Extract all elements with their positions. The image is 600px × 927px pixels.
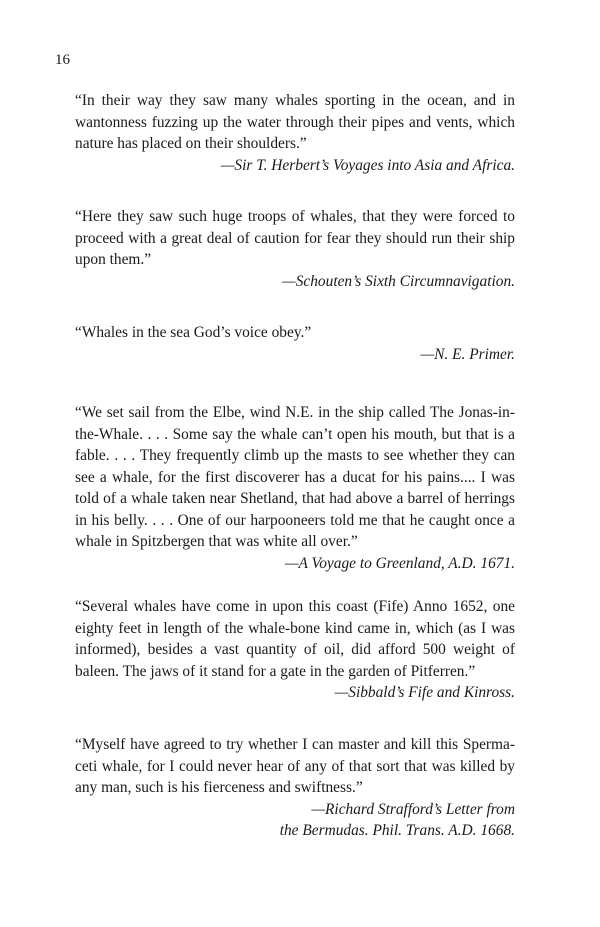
- extract-attribution: —Schouten’s Sixth Circumnavigation.: [282, 272, 515, 290]
- extract-attribution: —A Voyage to Greenland, A.D. 1671.: [284, 554, 515, 572]
- extract-quote: “Several whales have come in upon this coast (Fife) Anno 1652, one eighty feet in length of the whale-bone kind came in, which (as I was informed), besides a vast quantity of oil, did afford 500 weight of baleen. The jaws of it stand for a gate in the garden of Pitferren.”: [75, 598, 515, 680]
- extract-attribution: the Bermudas. Phil. Trans. A.D. 1668.: [279, 822, 515, 839]
- extract-2: [75, 206, 515, 292]
- extract-attribution: —Sibbald’s Fife and Kinross.: [334, 684, 515, 701]
- extract-quote: “Whales in the sea God’s voice obey.”: [75, 324, 312, 341]
- extract-3: [75, 322, 515, 365]
- extract-quote: “Myself have agreed to try whether I can master and kill this Spermaceti whale, for I could never hear of any of that sort that was killed by any man, such is his fierceness and swiftness.”: [75, 736, 515, 796]
- extract-attribution: —Sir T. Herbert’s Voyages into Asia and Africa.: [220, 156, 515, 174]
- extract-attribution: —N. E. Primer.: [420, 345, 515, 363]
- extract-quote: “In their way they saw many whales sporting in the ocean, and in wantonness fuzzing up the water through their pipes and vents, which nature has placed on their shoulders.”: [75, 92, 515, 152]
- extract-5: [75, 596, 515, 704]
- extract-quote: “We set sail from the Elbe, wind N.E. in the ship called The Jonas-in-the-Whale. . . . Some say the whale can’t open his mouth, but that is a fable. . . . They frequently climb up the masts to see whether they can see a whale, for the first discoverer has a ducat for his pains.... I was told of a whale taken near Shetland, that had above a barrel of herrings in his belly. . . . One of our harpooneers told me that he caught once a whale in Spitzbergen that was white all over.”: [75, 404, 515, 550]
- extract-attribution: —Richard Strafford’s Letter from: [311, 800, 515, 818]
- extract-quote: “Here they saw such huge troops of whales, that they were forced to proceed with a great deal of caution for fear they should run their ship upon them.”: [75, 208, 515, 268]
- extract-4: [75, 402, 515, 574]
- page-number: 16: [55, 52, 70, 68]
- extract-6: [75, 734, 515, 842]
- extract-1: [75, 90, 515, 176]
